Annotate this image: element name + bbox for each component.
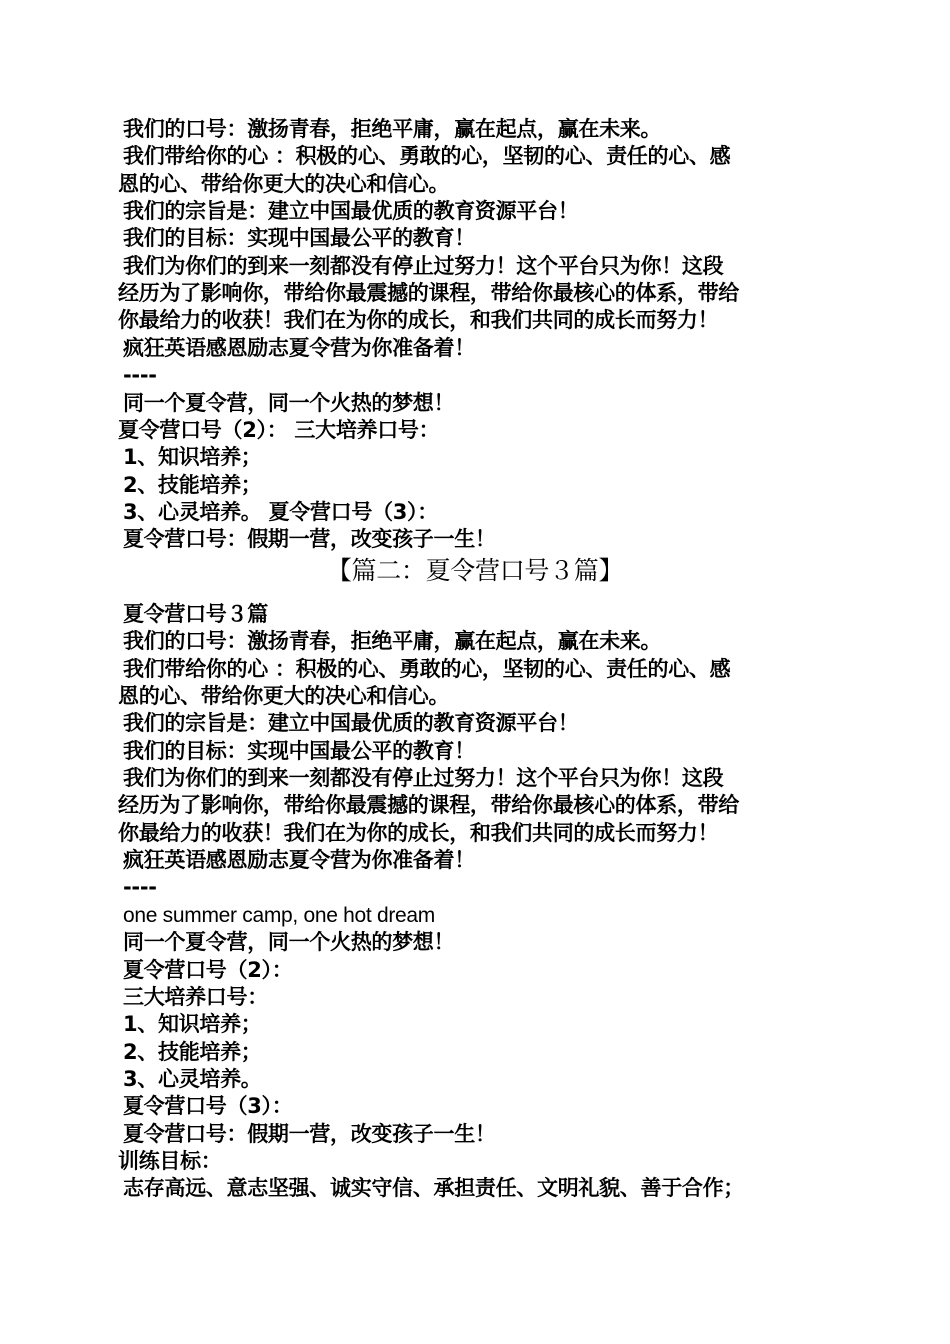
text-line: 夏令营口号（3）： [123,1094,293,1119]
text-line: 夏令营口号３篇 [123,601,268,626]
text-line: 夏令营口号：假期一营，改变孩子一生！ [123,1121,496,1146]
text-line: 2、技能培养； [123,1039,262,1064]
text-line: 3、心灵培养。 [123,1066,262,1091]
text-line: 夏令营口号（2）： [123,957,293,982]
text-line: 我们的口号：激扬青春，拒绝平庸，赢在起点，赢在未来。 [123,117,662,141]
text-line: 你最给力的收获！我们在为你的成长，和我们共同的成长而努力！ [118,308,719,333]
text-line: one summer camp, one hot dream [123,903,435,927]
text-line: 3、心灵培养。 夏令营口号（3）： [123,499,438,524]
text-line: 同一个夏令营，同一个火热的梦想！ [123,930,455,955]
text-line: ---- [123,875,157,900]
text-line: 三大培养口号： [123,984,268,1009]
text-line: 疯狂英语感恩励志夏令营为你准备着！ [123,848,475,873]
text-line: 经历为了影响你，带给你最震撼的课程，带给你最核心的体系，带给 [118,793,739,818]
text-line: 志存高远、意志坚强、诚实守信、承担责任、文明礼貌、善于合作； [123,1176,744,1201]
text-line: 训练目标： [118,1148,222,1173]
text-line: 我们的宗旨是：建立中国最优质的教育资源平台！ [123,199,579,224]
text-line: 夏令营口号（2）： 三大培养口号： [118,417,440,442]
text-line: 我们的口号：激扬青春，拒绝平庸，赢在起点，赢在未来。 [123,629,662,654]
text-line: 我们的目标：实现中国最公平的教育！ [123,226,475,251]
text-line: 2、技能培养； [123,472,262,497]
text-line: 经历为了影响你，带给你最震撼的课程，带给你最核心的体系，带给 [118,281,739,306]
text-line: 同一个夏令营，同一个火热的梦想！ [123,390,455,415]
section-heading: 【篇二：夏令营口号３篇】 [326,555,624,585]
text-line: 我们带给你的心 ：积极的心、勇敢的心，坚韧的心、责任的心、感 [123,656,731,681]
text-line: 恩的心、带给你更大的决心和信心。 [118,684,450,708]
text-line: ---- [123,363,157,388]
text-line: 你最给力的收获！我们在为你的成长，和我们共同的成长而努力！ [118,820,719,845]
text-line: 我们的目标：实现中国最公平的教育！ [123,738,475,763]
text-line: 我们的宗旨是：建立中国最优质的教育资源平台！ [123,711,579,736]
text-line: 我们带给你的心 ：积极的心、勇敢的心，坚韧的心、责任的心、感 [123,144,731,169]
text-line: 1、知识培养； [123,445,262,470]
text-line: 我们为你们的到来一刻都没有停止过努力！这个平台只为你！这段 [123,766,724,791]
text-line: 1、知识培养； [123,1012,262,1037]
text-line: 夏令营口号：假期一营，改变孩子一生！ [123,527,496,552]
text-line: 恩的心、带给你更大的决心和信心。 [118,171,450,196]
text-line: 我们为你们的到来一刻都没有停止过努力！这个平台只为你！这段 [123,253,724,278]
text-line: 疯狂英语感恩励志夏令营为你准备着！ [123,335,475,360]
